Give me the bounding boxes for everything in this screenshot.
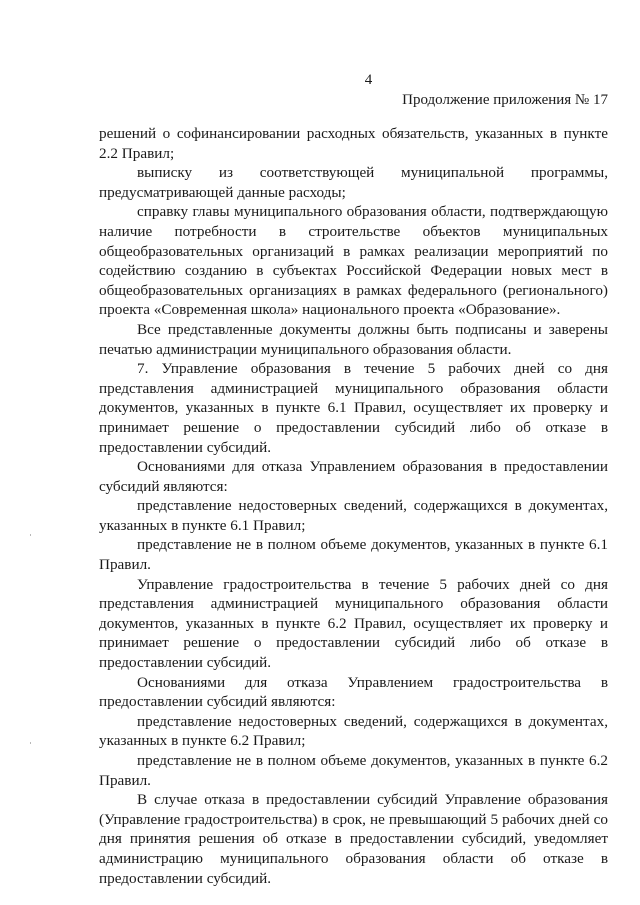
appendix-continuation-label: Продолжение приложения № 17 — [402, 92, 608, 108]
paragraph-false-info-6-1: представление недостоверных сведений, содержащихся в документах, указанных в пункте 6.1 Правил; — [99, 497, 608, 534]
paragraph-urban-planning-refusal-grounds: Основаниями для отказа Управлением градостроительства в предоставлении субсидий являются: — [99, 673, 608, 711]
scan-margin-mark — [30, 742, 31, 744]
paragraph-program-extract: выписку из соответствующей муниципальной программы, предусматривающей данные расходы; — [99, 164, 608, 201]
paragraph-false-info-6-2: представление недостоверных сведений, содержащихся в документах, указанных в пункте 6.2 Правил; — [99, 712, 608, 750]
paragraph-head-certificate: справку главы муниципального образования области, подтверждающую наличие потребности в строительстве объектов муниципальных общеобразовательных организаций в рамках реализации мероприятий по содействию созданию в субъектах Российской Федерации новых мест в общеобразовательных организациях в рамках федерального (регионального) проекта «Современная школа» национального проекта «Образование». — [99, 203, 608, 319]
paragraph-signatures: Все представленные документы должны быть подписаны и заверены печатью администрации муниципального образования области. — [99, 320, 608, 358]
paragraph-incomplete-docs-6-2: представление не в полном объеме документов, указанных в пункте 6.2 Правил. — [99, 752, 608, 789]
paragraph-education-refusal-grounds: Основаниями для отказа Управлением образования в предоставлении субсидий являются: — [99, 458, 608, 495]
paragraph-refusal-notice: В случае отказа в предоставлении субсидий Управление образования (Управление градостроительства) в срок, не превышающий 5 рабочих дней со дня принятия решения об отказе в предоставлении субсидий, уведомляет администрацию муниципального образования области об отказе в предоставлении субсидий. — [99, 791, 608, 887]
paragraph-item-7: 7. Управление образования в течение 5 рабочих дней со дня представления администрацией муниципального образования области документов, указанных в пункте 6.1 Правил, осуществляет их проверку и принимает решение о предоставлении субсидий либо об отказе в предоставлении субсидий. — [99, 360, 608, 456]
paragraph-urban-planning-review: Управление градостроительства в течение 5 рабочих дней со дня представления администрацией муниципального образования области документов, указанных в пункте 6.2 Правил, осуществляет их проверку и принимает решение о предоставлении субсидий либо об отказе в предоставлении субсидий. — [99, 575, 608, 672]
paragraph-cofinancing-decisions: решений о софинансировании расходных обязательств, указанных в пункте 2.2 Правил; — [99, 125, 608, 162]
page-number: 4 — [364, 72, 373, 88]
document-body — [99, 124, 608, 888]
paragraph-incomplete-docs-6-1: представление не в полном объеме документов, указанных в пункте 6.1 Правил. — [99, 536, 608, 574]
scan-margin-mark — [30, 534, 31, 536]
